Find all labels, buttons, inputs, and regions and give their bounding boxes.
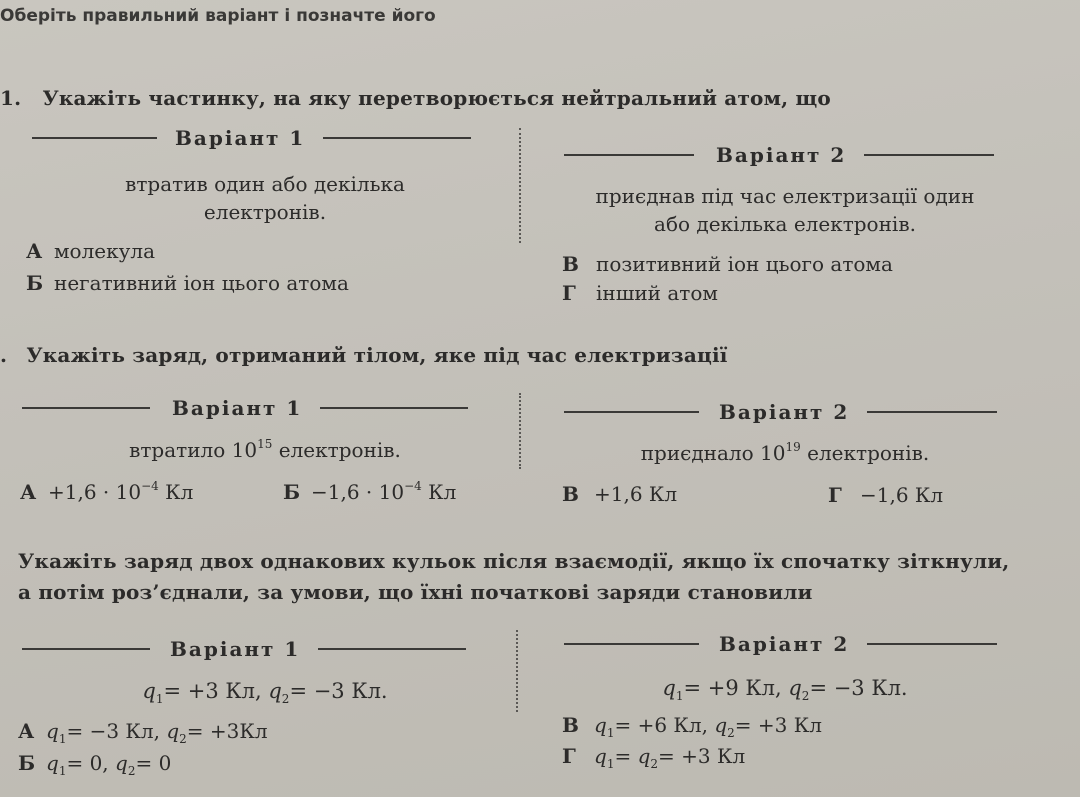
q2-option-a[interactable]: $А +1,6 \cdot 10^{-4}$ Кл <box>20 479 194 504</box>
q2-option-v[interactable]: В +1,6 Кл <box>562 482 678 506</box>
variant-2-label: Варіант 2 <box>719 400 850 424</box>
q3-variant-1-condition: $q_1= +3$ Кл, $q_2= -3$ Кл. <box>142 679 388 706</box>
variant-1-label: Варіант 1 <box>175 126 306 150</box>
page-header: Оберіть правильний варіант і позначте його <box>0 6 436 26</box>
q3-variant-1-heading <box>22 637 466 661</box>
q2-option-b[interactable]: $Б -1,6 \cdot 10^{-4}$ Кл <box>283 479 457 504</box>
question-3-line-1: Укажіть заряд двох однакових кульок після взаємодії, якщо їх спочатку зіткнули, <box>18 549 1010 573</box>
q3-option-a[interactable]: А $q_1= -3$ Кл, $q_2= +3Кл$ <box>18 719 268 746</box>
q1-variant-2-condition: приєднав під час електризації один або декілька електронів. <box>595 184 975 236</box>
q1-variant-2-heading <box>564 143 994 167</box>
q2-variant-2-condition: приєднало $10^{19}$ електронів. <box>640 440 930 465</box>
q1-variant-1-heading <box>32 126 471 150</box>
q1-divider <box>519 128 521 243</box>
q3-variant-2-heading <box>564 632 997 656</box>
question-1-text: Укажіть частинку, на яку перетворюється нейтральний атом, що <box>42 86 831 110</box>
q2-variant-1-heading <box>22 396 468 420</box>
q2-option-g[interactable]: Г −1,6 Кл <box>828 483 944 507</box>
q3-variant-2-condition: $q_1= +9$ Кл, $q_2= -3$ Кл. <box>662 676 908 703</box>
q2-divider <box>519 393 521 469</box>
q3-option-b[interactable]: Б $q_1= 0$, $q_2= 0$ <box>18 751 172 778</box>
q2-variant-1-condition: втратило $10^{15}$ електронів. <box>129 437 401 462</box>
question-2-text: Укажіть заряд, отриманий тілом, яке під час електризації <box>26 343 728 367</box>
variant-2-label: Варіант 2 <box>716 143 847 167</box>
q3-option-v[interactable]: В $q_1= +6$ Кл, $q_2= +3$ Кл <box>562 713 822 740</box>
q1-variant-1-condition: втратив один або декілька електронів. <box>125 172 405 224</box>
question-1-number: 1. <box>0 86 22 110</box>
variant-2-label: Варіант 2 <box>719 632 850 656</box>
q3-divider <box>516 630 518 712</box>
q1-option-b[interactable]: Б негативний іон цього атома <box>26 271 349 295</box>
question-2-number: . <box>0 343 8 367</box>
question-3-line-2: а потім роз’єднали, за умови, що їхні початкові заряди становили <box>18 580 813 604</box>
q1-option-g[interactable]: Г інший атом <box>562 281 718 305</box>
variant-1-label: Варіант 1 <box>170 637 301 661</box>
q1-option-v[interactable]: В позитивний іон цього атома <box>562 252 893 276</box>
question-1 <box>0 86 831 110</box>
q2-variant-2-heading <box>564 400 997 424</box>
question-2 <box>0 343 728 367</box>
q3-option-g[interactable]: Г $q_1= q_2= +3$ Кл <box>562 744 746 771</box>
q1-option-a[interactable]: А молекула <box>26 239 156 263</box>
variant-1-label: Варіант 1 <box>172 396 303 420</box>
